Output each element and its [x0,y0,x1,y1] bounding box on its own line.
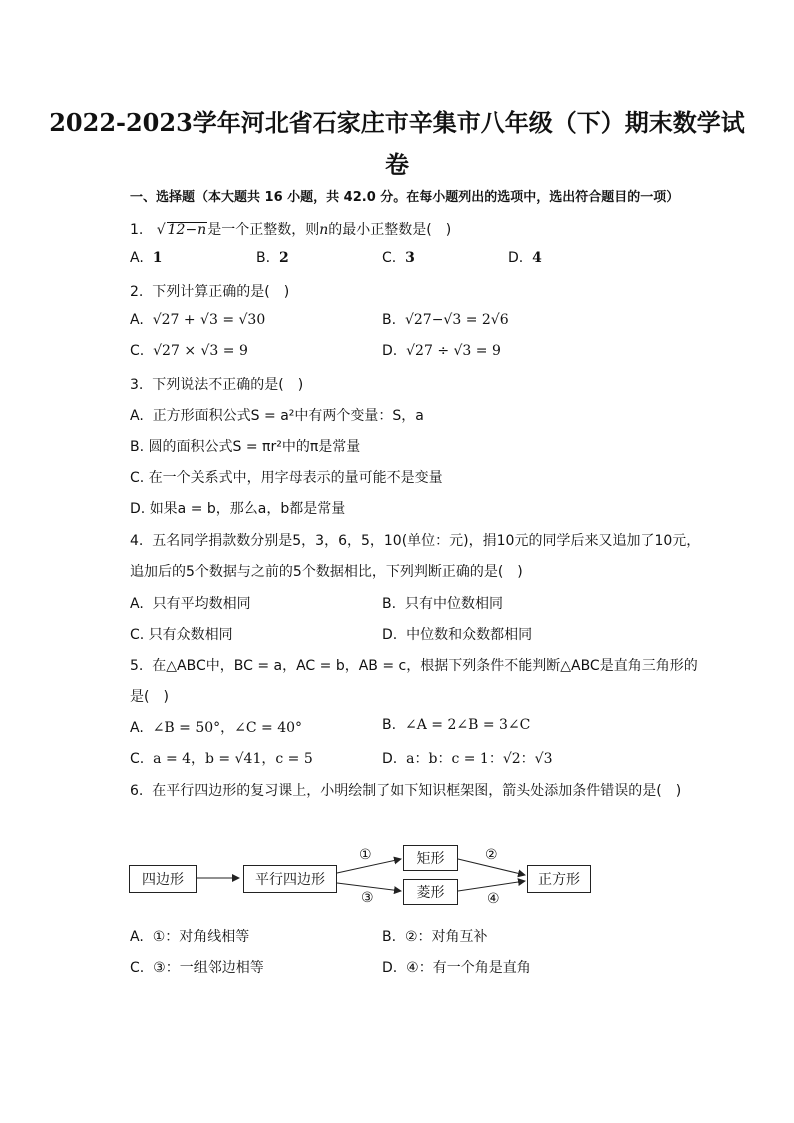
option-value: 如果a = b，那么a，b都是常量 [149,501,346,517]
stem-text: 在△ABC中，BC = a，AC = b，AB = c，根据下列条件不能判断△ABC是直角三角形的 [152,658,698,674]
question-4-stem-line2: 追加后的5个数据与之前的5个数据相比，下列判断正确的是( ) [130,564,523,580]
q5-option-d[interactable] [382,748,552,768]
question-number: 4. [130,533,144,549]
q2-option-a[interactable] [130,312,265,328]
q5-option-b[interactable] [382,717,530,733]
option-label: C. [130,470,145,486]
q1-option-d[interactable] [508,250,542,266]
q4-option-a[interactable] [130,593,251,613]
question-number: 2. [130,284,144,300]
option-label: C. [130,751,145,767]
q3-option-a[interactable] [130,405,424,425]
option-value: √27−√3 = 2√6 [404,312,509,328]
arrow-4 [458,881,525,891]
option-label: C. [130,343,145,359]
option-value: √27 + √3 = √30 [152,312,266,328]
question-5-stem-line1 [130,655,698,675]
option-value: ④：有一个角是直角 [406,960,531,976]
question-number: 3. [130,377,144,393]
option-label: D. [130,501,146,517]
marker-3: ③ [361,890,374,906]
option-value: ∠A = 2∠B = 3∠C [404,717,531,733]
option-label: B. [382,596,397,612]
option-value: 在一个关系式中，用字母表示的量可能不是变量 [148,470,443,486]
radicand: 12−n [167,222,207,238]
option-value: a = 4，b = √41，c = 5 [153,751,313,767]
option-label: D. [508,250,524,266]
option-value: 只有中位数相同 [404,596,503,612]
stem-text: 在平行四边形的复习课上，小明绘制了如下知识框架图，箭头处添加条件错误的是( ) [152,783,682,799]
option-label: B. [130,439,145,455]
box-square: 正方形 [527,865,591,893]
question-number: 6. [130,783,144,799]
q5-option-a[interactable] [130,717,302,737]
option-value: √27 ÷ √3 = 9 [406,343,501,359]
option-value: √27 × √3 = 9 [153,343,248,359]
q3-option-b[interactable] [130,436,360,456]
option-label: A. [130,312,144,328]
q3-option-d[interactable] [130,498,345,518]
option-value: a：b：c = 1：√2：√3 [406,751,553,767]
section-header: 一、选择题（本大题共 16 小题，共 42.0 分。在每小题列出的选项中，选出符合题目的一项） [130,190,680,205]
box-rectangle: 矩形 [403,845,458,871]
q2-option-d[interactable] [382,343,501,359]
option-value: ③：一组邻边相等 [153,960,264,976]
option-label: A. [130,408,144,424]
option-value: 只有平均数相同 [152,596,251,612]
question-number: 1. [130,222,144,238]
option-label: A. [130,929,144,945]
q6-option-d[interactable] [382,957,531,977]
marker-4: ④ [487,891,500,907]
option-label: A. [130,250,144,266]
question-1-stem [130,219,451,239]
q5-option-c[interactable] [130,748,313,768]
q4-option-d[interactable] [382,624,532,644]
q4-option-c[interactable] [130,624,233,644]
q6-option-b[interactable] [382,926,488,946]
option-label: D. [382,751,398,767]
question-number: 5. [130,658,144,674]
q1-option-b[interactable] [256,250,289,266]
stem-text: 五名同学捐款数分别是5，3，6，5，10(单位：元)，捐10元的同学后来又追加了10元， [152,533,701,549]
q6-option-a[interactable] [130,926,249,946]
sqrt-symbol: √ [156,222,166,238]
exam-title-line1: 2022-2023学年河北省石家庄市辛集市八年级（下）期末数学试 [49,108,745,137]
stem-text: 下列说法不正确的是( ) [152,377,304,393]
option-label: D. [382,960,398,976]
option-value: ∠B = 50°，∠C = 40° [152,720,303,736]
option-value: 2 [278,250,289,266]
q2-option-c[interactable] [130,343,248,359]
option-value: ②：对角互补 [404,929,488,945]
option-label: C. [130,960,145,976]
q1-option-c[interactable] [382,250,415,266]
option-value: 正方形面积公式S = a²中有两个变量：S，a [152,408,424,424]
question-6-stem [130,780,681,800]
option-value: 3 [405,250,415,266]
question-3-stem [130,374,303,394]
option-label: B. [256,250,271,266]
option-label: D. [382,627,398,643]
question-5-stem-line2: 是( ) [130,689,169,705]
option-label: B. [382,717,397,733]
q6-option-c[interactable] [130,957,264,977]
knowledge-framework-diagram [125,835,605,915]
option-value: 1 [152,250,163,266]
question-2-stem [130,281,289,301]
box-quadrilateral: 四边形 [129,865,197,893]
option-label: A. [130,596,144,612]
option-label: B. [382,929,397,945]
box-parallelogram: 平行四边形 [243,865,337,893]
option-label: B. [382,312,397,328]
stem-text: 的最小正整数是( ) [328,222,452,238]
q3-option-c[interactable] [130,467,443,487]
option-label: A. [130,720,144,736]
exam-title-line2: 卷 [385,150,409,179]
q4-option-b[interactable] [382,593,503,613]
question-4-stem-line1 [130,530,700,550]
q2-option-b[interactable] [382,312,509,328]
option-value: 圆的面积公式S = πr²中的π是常量 [148,439,361,455]
option-label: C. [382,250,397,266]
option-value: 只有众数相同 [148,627,233,643]
option-label: D. [382,343,398,359]
stem-text: 下列计算正确的是( ) [152,284,290,300]
option-value: ①：对角线相等 [152,929,250,945]
stem-text: 是一个正整数，则 [207,222,320,238]
marker-2: ② [485,847,498,863]
box-rhombus: 菱形 [403,879,458,905]
marker-1: ① [359,847,372,863]
option-value: 中位数和众数都相同 [406,627,533,643]
q1-option-a[interactable] [130,250,162,266]
option-value: 4 [532,250,542,266]
option-label: C. [130,627,145,643]
variable: n [319,222,329,238]
